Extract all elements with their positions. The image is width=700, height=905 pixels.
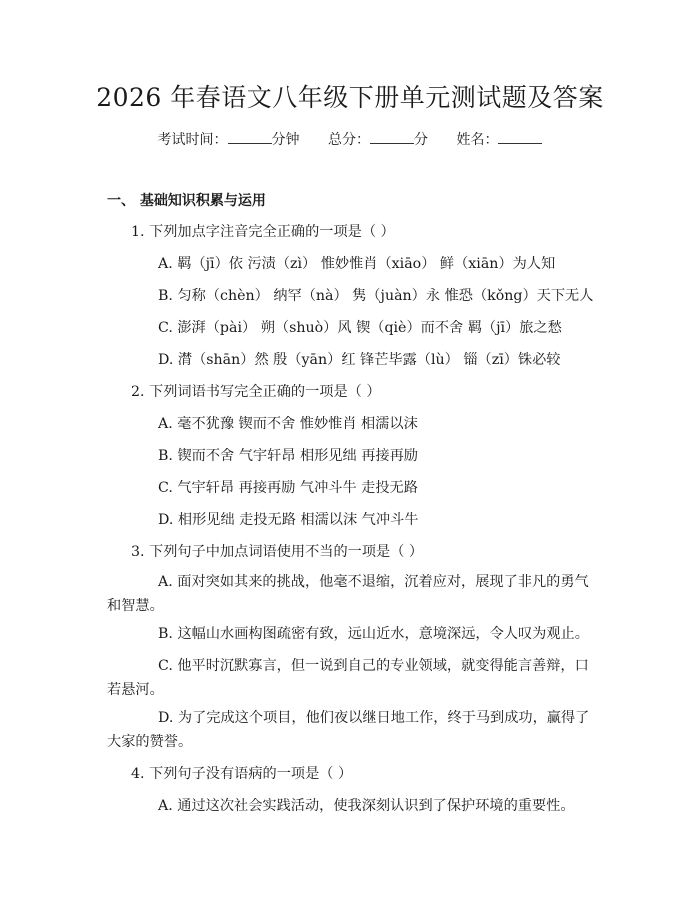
name-label: 姓名： <box>456 132 499 148</box>
name-field <box>456 132 542 148</box>
time-unit: 分钟 <box>271 132 300 148</box>
score-blank[interactable] <box>370 129 414 144</box>
name-blank[interactable] <box>498 129 542 144</box>
question-2-option-a[interactable]: A. 毫不犹豫 锲而不舍 惟妙惟肖 相濡以沫 <box>158 416 418 432</box>
exam-title: 2026 年春语文八年级下册单元测试题及答案 <box>96 83 604 112</box>
question-1-option-c[interactable]: C. 澎湃（pài） 朔（shuò）风 锲（qiè）而不舍 羁（jī）旅之愁 <box>158 320 562 336</box>
time-label: 考试时间： <box>157 132 228 148</box>
question-2-option-d[interactable]: D. 相形见绌 走投无路 相濡以沫 气冲斗牛 <box>158 512 419 528</box>
score-unit: 分 <box>414 132 428 148</box>
question-1-stem: 1. 下列加点字注音完全正确的一项是（ ） <box>131 224 395 240</box>
time-blank[interactable] <box>228 129 272 144</box>
question-1-option-a[interactable]: A. 羁（jī）依 污渍（zì） 惟妙惟肖（xiāo） 鲜（xiān）为人知 <box>158 256 556 272</box>
question-2-stem: 2. 下列词语书写完全正确的一项是（ ） <box>131 384 381 400</box>
question-2-option-b[interactable]: B. 锲而不舍 气宇轩昂 相形见绌 再接再励 <box>158 448 418 464</box>
time-field <box>158 132 304 148</box>
exam-meta <box>0 128 700 152</box>
question-3-option-c[interactable]: C. 他平时沉默寡言，但一说到自己的专业领域，就变得能言善辩，口若悬河。 <box>107 658 589 698</box>
question-3-option-b[interactable]: B. 这幅山水画构图疏密有致，远山近水，意境深远，令人叹为观止。 <box>158 626 589 642</box>
question-1-option-d[interactable]: D. 潸（shān）然 殷（yān）红 锋芒毕露（lù） 锱（zī）铢必较 <box>158 352 561 368</box>
question-1-option-b[interactable]: B. 匀称（chèn） 纳罕（nà） 隽（juàn）永 惟恐（kǒng）天下无人 <box>158 288 594 304</box>
question-3-option-d[interactable]: D. 为了完成这个项目，他们夜以继日地工作，终于马到成功，赢得了大家的赞誉。 <box>107 710 590 750</box>
question-4-option-a[interactable]: A. 通过这次社会实践活动，使我深刻认识到了保护环境的重要性。 <box>158 798 575 814</box>
question-4-stem: 4. 下列句子没有语病的一项是（ ） <box>131 766 353 782</box>
question-2-option-c[interactable]: C. 气宇轩昂 再接再励 气冲斗牛 走投无路 <box>158 480 418 496</box>
question-3-option-a[interactable]: A. 面对突如其来的挑战，他毫不退缩，沉着应对，展现了非凡的勇气和智慧。 <box>107 574 589 614</box>
section-heading: 一、 基础知识积累与运用 <box>107 193 266 209</box>
score-field <box>328 132 432 148</box>
score-label: 总分： <box>328 132 370 148</box>
question-3-stem: 3. 下列句子中加点词语使用不当的一项是（ ） <box>131 544 424 560</box>
